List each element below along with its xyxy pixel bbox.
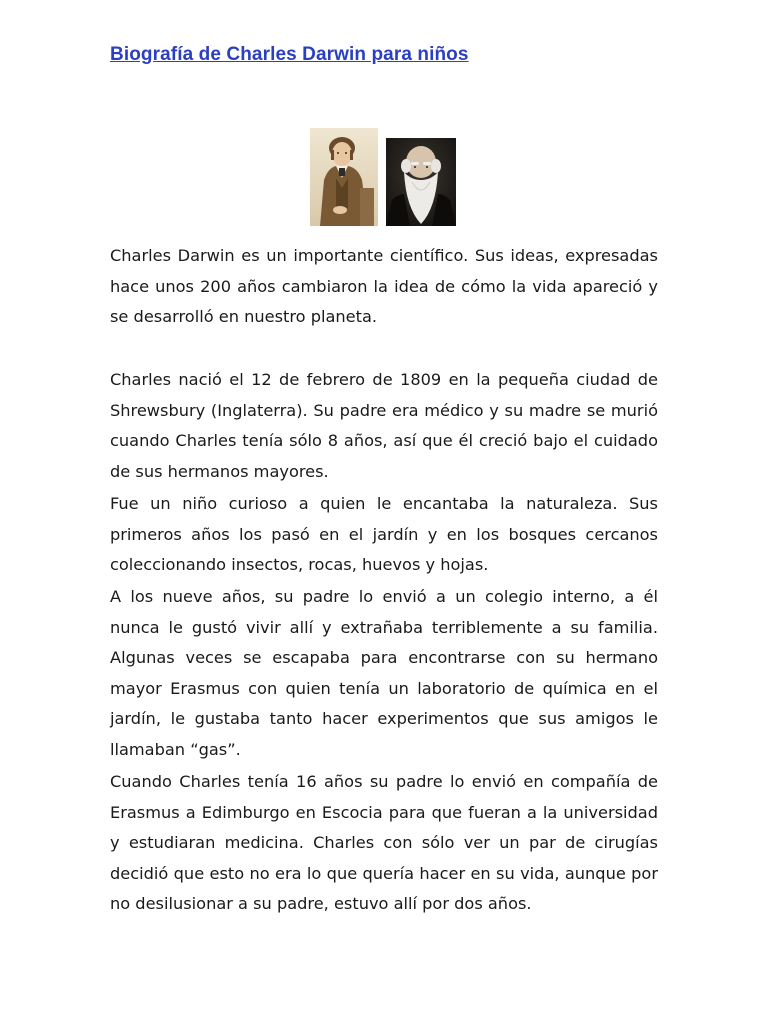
paragraph-childhood: Fue un niño curioso a quien le encantaba la naturaleza. Sus primeros años los pasó en el jardín y en los bosques cercanos coleccionando insectos, rocas, huevos y hojas.	[110, 494, 658, 575]
old-darwin-portrait	[386, 138, 456, 226]
paragraph-boarding-school: A los nueve años, su padre lo envió a un colegio interno, a él nunca le gustó vivir allí y extrañaba terriblemente a su familia. Algunas veces se escapaba para encontrarse con su hermano mayor Erasmus con quien tenía un laboratorio de química en el jardín, le gustaba tanto hacer experimentos que sus amigos le llamaban “gas”.	[110, 587, 658, 759]
paragraph-intro: Charles Darwin es un importante científico. Sus ideas, expresadas hace unos 200 años cambiaron la idea de cómo la vida apareció y se desarrolló en nuestro planeta.	[110, 246, 658, 327]
paragraph-edinburgh: Cuando Charles tenía 16 años su padre lo envió en compañía de Erasmus a Edimburgo en Escocia para que fueran a la universidad y estudiaran medicina. Charles con sólo ver un par de cirugías decidió que esto no era lo que quería hacer en su vida, aunque por no desilusionar a su padre, estuvo allí por dos años.	[110, 772, 658, 914]
paragraph-birth: Charles nació el 12 de febrero de 1809 en la pequeña ciudad de Shrewsbury (Inglaterra). Su padre era médico y su madre se murió cuando Charles tenía sólo 8 años, así que él creció bajo el cuidado de sus hermanos mayores.	[110, 370, 658, 481]
portraits-group	[310, 128, 460, 228]
page-title-link[interactable]: Biografía de Charles Darwin para niños	[110, 44, 469, 65]
young-darwin-portrait	[310, 128, 378, 226]
